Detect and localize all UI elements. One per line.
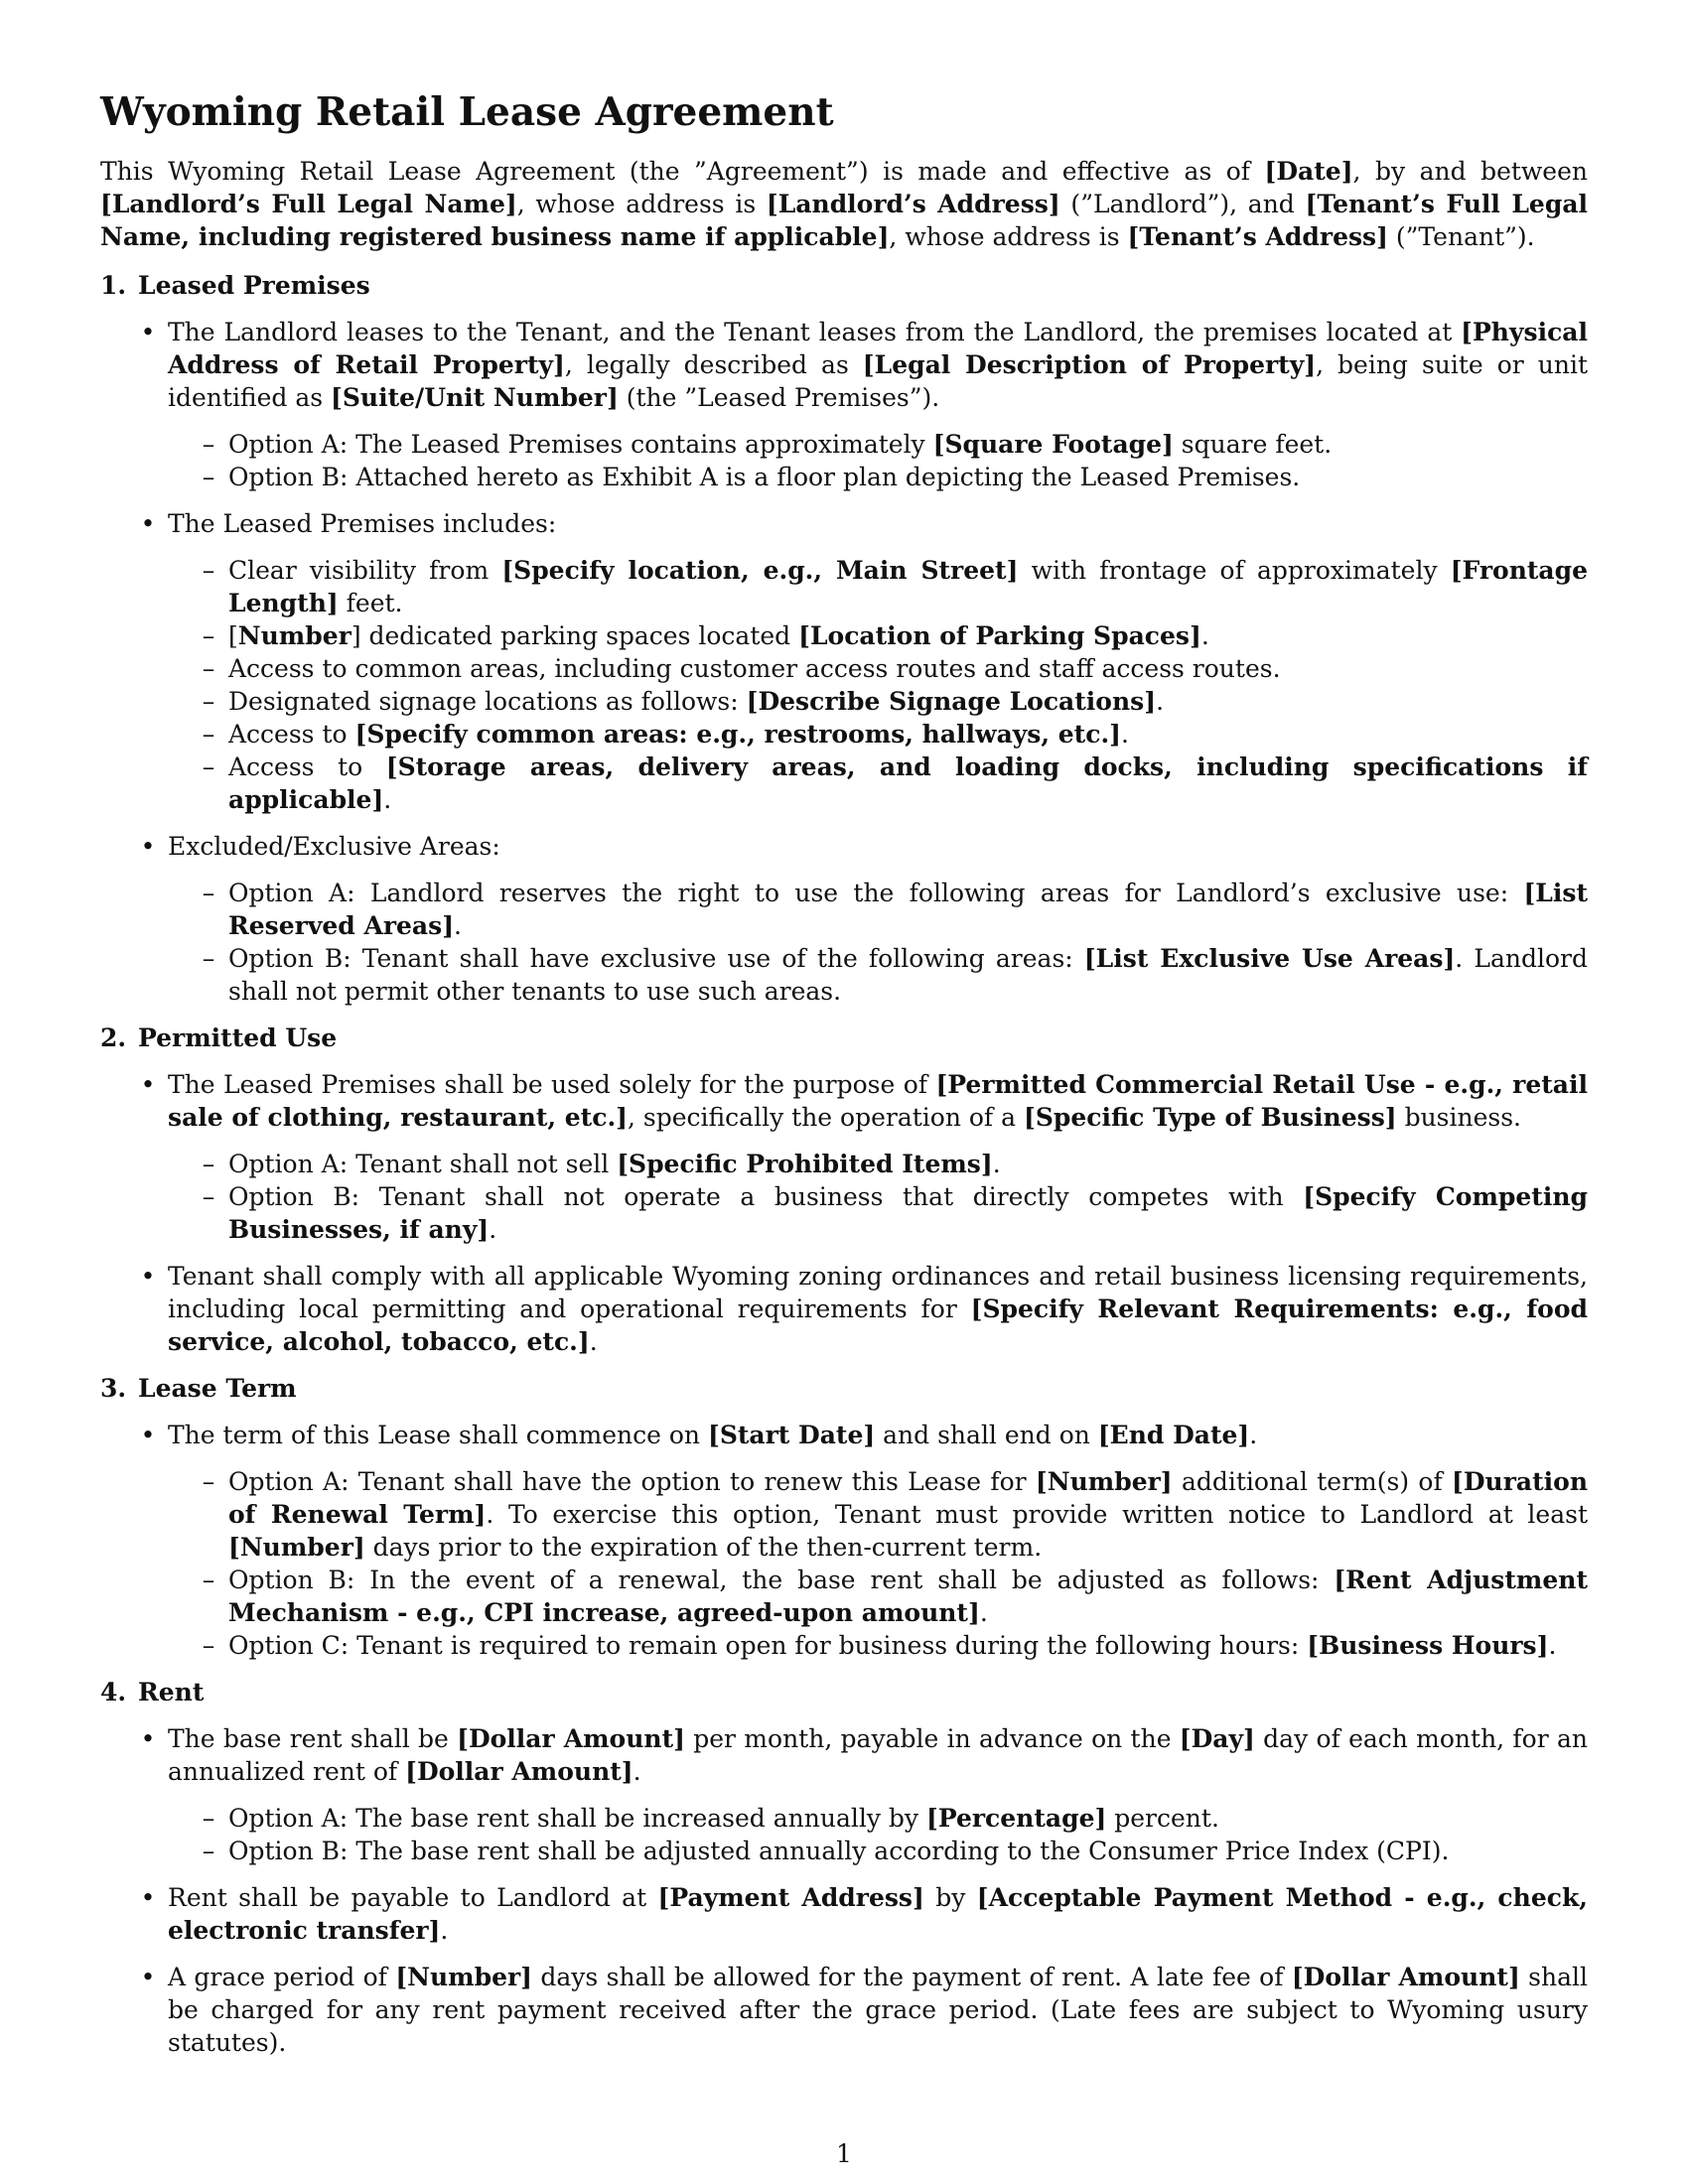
placeholder-field: [Specify common areas: e.g., restrooms, hallways, etc.] xyxy=(354,720,1121,749)
section-list xyxy=(100,1068,1588,1358)
text-run: percent. xyxy=(1106,1804,1219,1833)
list-item xyxy=(100,316,1588,493)
dash-icon: – xyxy=(202,1837,215,1865)
placeholder-field: [Tenant’s Address] xyxy=(1127,222,1388,251)
text-run: Option B: In the event of a renewal, the base rent shall be adjusted as follows: xyxy=(228,1566,1335,1594)
placeholder-field: [Dollar Amount] xyxy=(405,1757,633,1786)
dash-icon: – xyxy=(202,654,215,683)
sub-list-item-text xyxy=(228,1150,1001,1178)
section-number: 2. xyxy=(100,1024,127,1052)
dash-icon: – xyxy=(202,879,215,907)
text-run: . xyxy=(1200,621,1209,650)
placeholder-field: [Acceptable Payment Method - e.g., check, electronic transfer] xyxy=(168,1883,1588,1945)
placeholder-field: [Specific Type of Business] xyxy=(1023,1103,1397,1132)
dash-icon: – xyxy=(202,720,215,749)
dash-icon: – xyxy=(202,1150,215,1178)
sub-list-item xyxy=(168,751,1588,816)
sub-list-item xyxy=(168,652,1588,685)
text-run: Option A: Landlord reserves the right to use the following areas for Landlord’s exclusive use: xyxy=(228,879,1524,907)
section-list xyxy=(100,1419,1588,1662)
list-item-text xyxy=(168,1963,1588,2057)
placeholder-field: [Start Date] xyxy=(707,1421,876,1449)
section-number: 4. xyxy=(100,1678,127,1706)
bullet-icon: • xyxy=(140,1724,156,1753)
text-run: , whose address is xyxy=(889,222,1128,251)
placeholder-field: [End Date] xyxy=(1097,1421,1250,1449)
placeholder-field: [Business Hours] xyxy=(1307,1631,1549,1660)
text-run: Option A: The Leased Premises contains approximately xyxy=(228,430,933,459)
placeholder-field: [Legal Description of Property] xyxy=(862,350,1317,379)
placeholder-field: [Payment Address] xyxy=(657,1883,924,1912)
list-item-text xyxy=(168,1262,1588,1356)
dash-icon: – xyxy=(202,1631,215,1660)
text-run: days prior to the expiration of the then-current term. xyxy=(364,1533,1043,1562)
text-run: Access to xyxy=(228,720,355,749)
list-item xyxy=(100,1722,1588,1867)
sub-list-item xyxy=(168,1148,1588,1180)
placeholder-field: [Dollar Amount] xyxy=(457,1724,685,1753)
text-run: with frontage of approximately xyxy=(1018,556,1451,585)
placeholder-field: [Specify Competing Businesses, if any] xyxy=(228,1182,1588,1244)
placeholder-field: [Rent Adjustment Mechanism - e.g., CPI increase, agreed-upon amount] xyxy=(228,1566,1588,1627)
text-run: Option A: Tenant shall not sell xyxy=(228,1150,618,1178)
text-run: . To exercise this option, Tenant must provide written notice to Landlord at least xyxy=(486,1500,1588,1529)
dash-icon: – xyxy=(202,944,215,973)
placeholder-field: [Frontage Length] xyxy=(228,556,1589,617)
document-page xyxy=(100,87,1588,2073)
text-run: . xyxy=(1249,1421,1258,1449)
sub-list xyxy=(168,1465,1588,1662)
text-run: . Landlord shall not permit other tenants to use such areas. xyxy=(228,944,1588,1006)
text-run: Option A: Tenant shall have the option to renew this Lease for xyxy=(228,1467,1036,1496)
bullet-icon: • xyxy=(140,1963,156,1991)
placeholder-field: [Day] xyxy=(1179,1724,1255,1753)
placeholder-field: [Location of Parking Spaces] xyxy=(798,621,1201,650)
dash-icon: – xyxy=(202,463,215,491)
text-run: , by and between xyxy=(1352,157,1589,186)
section-title: Leased Premises xyxy=(138,271,370,300)
text-run: . xyxy=(454,911,462,940)
text-run: Tenant shall comply with all applicable Wyoming zoning ordinances and retail business licensing requirements, including local permitting and operational requirements for xyxy=(168,1262,1588,1323)
text-run: . xyxy=(383,785,392,814)
sub-list-item-text xyxy=(228,1182,1588,1244)
dash-icon: – xyxy=(202,1566,215,1594)
text-run: . xyxy=(1156,687,1165,716)
text-run: , whose address is xyxy=(516,190,767,218)
section-number: 1. xyxy=(100,271,127,300)
text-run: . xyxy=(979,1598,988,1627)
placeholder-field: [Number] xyxy=(395,1963,533,1991)
list-item xyxy=(100,830,1588,1008)
placeholder-field: [List Exclusive Use Areas] xyxy=(1083,944,1456,973)
sub-list-item xyxy=(168,1180,1588,1246)
text-run: Access to xyxy=(228,752,386,781)
text-run: . xyxy=(992,1150,1001,1178)
text-run: , legally described as xyxy=(564,350,863,379)
text-run: . xyxy=(440,1916,449,1945)
section-heading xyxy=(100,1676,1588,1708)
sub-list-item-text xyxy=(228,944,1588,1006)
sub-list-item xyxy=(168,718,1588,751)
text-run: Option C: Tenant is required to remain open for business during the following hours: xyxy=(228,1631,1308,1660)
text-run: (”Landlord”), and xyxy=(1059,190,1306,218)
dash-icon: – xyxy=(202,1467,215,1496)
sub-list-item-text xyxy=(228,556,1588,617)
sub-list-item xyxy=(168,461,1588,493)
text-run: Clear visibility from xyxy=(228,556,502,585)
sub-list-item xyxy=(168,1802,1588,1835)
text-run: square feet. xyxy=(1173,430,1333,459)
sub-list-item-text xyxy=(228,1631,1556,1660)
sub-list-item-text xyxy=(228,687,1164,716)
section-number: 3. xyxy=(100,1374,127,1403)
sub-list-item xyxy=(168,1564,1588,1629)
text-run: Option B: Tenant shall not operate a business that directly competes with xyxy=(228,1182,1304,1211)
sub-list-item-text xyxy=(228,621,1209,650)
text-run: . xyxy=(589,1327,598,1356)
section-list xyxy=(100,1722,1588,2059)
placeholder-field: [Dollar Amount] xyxy=(1291,1963,1520,1991)
list-item xyxy=(100,507,1588,816)
sub-list-item xyxy=(168,1835,1588,1867)
bullet-icon: • xyxy=(140,1421,156,1449)
text-run: feet. xyxy=(338,589,403,617)
sub-list-item-text xyxy=(228,752,1588,814)
dash-icon: – xyxy=(202,752,215,781)
placeholder-field: [Specify location, e.g., Main Street] xyxy=(501,556,1019,585)
placeholder-field: [Describe Signage Locations] xyxy=(746,687,1157,716)
text-run: . xyxy=(1121,720,1129,749)
dash-icon: – xyxy=(202,621,215,650)
section-list xyxy=(100,316,1588,1008)
text-run: day of each month, for an annualized rent of xyxy=(168,1724,1588,1786)
placeholder-field: [Percentage] xyxy=(926,1804,1107,1833)
text-run: shall be charged for any rent payment received after the grace period. (Late fees are subject to Wyoming usury statutes). xyxy=(168,1963,1588,2057)
text-run: Designated signage locations as follows: xyxy=(228,687,747,716)
dash-icon: – xyxy=(202,687,215,716)
text-run: This Wyoming Retail Lease Agreement (the ”Agreement”) is made and effective as of xyxy=(100,157,1265,186)
section-title: Rent xyxy=(138,1678,205,1706)
bullet-icon: • xyxy=(140,1883,156,1912)
text-run: The Leased Premises includes: xyxy=(168,509,557,538)
dash-icon: – xyxy=(202,556,215,585)
sub-list-item-text xyxy=(228,463,1300,491)
text-run: The term of this Lease shall commence on xyxy=(168,1421,708,1449)
sub-list-item-text xyxy=(228,430,1332,459)
placeholder-field: Number xyxy=(237,621,352,650)
sub-list-item xyxy=(168,619,1588,652)
text-run: Option B: Attached hereto as Exhibit A is a floor plan depicting the Leased Premises. xyxy=(228,463,1301,491)
text-run: . xyxy=(489,1215,497,1244)
dash-icon: – xyxy=(202,1182,215,1211)
bullet-icon: • xyxy=(140,1070,156,1099)
sub-list-item-text xyxy=(228,720,1129,749)
intro-paragraph xyxy=(100,155,1588,253)
placeholder-field: [Storage areas, delivery areas, and loading docks, including specifications if applicable] xyxy=(228,752,1588,814)
sub-list-item-text xyxy=(228,1837,1449,1865)
section-heading xyxy=(100,1022,1588,1054)
text-run: . xyxy=(633,1757,641,1786)
list-item-text xyxy=(168,1421,1257,1449)
text-run: (the ”Leased Premises”). xyxy=(618,383,940,412)
placeholder-field: [Duration of Renewal Term] xyxy=(228,1467,1588,1529)
text-run: . xyxy=(1548,1631,1557,1660)
text-run: per month, payable in advance on the xyxy=(684,1724,1180,1753)
section-heading xyxy=(100,269,1588,302)
sub-list-item-text xyxy=(228,654,1281,683)
text-run: by xyxy=(923,1883,977,1912)
text-run: Option A: The base rent shall be increased annually by xyxy=(228,1804,926,1833)
placeholder-field: [Specify Relevant Requirements: e.g., food service, alcohol, tobacco, etc.] xyxy=(168,1295,1589,1356)
bullet-icon: • xyxy=(140,318,156,346)
text-run: (”Tenant”). xyxy=(1387,222,1535,251)
sub-list xyxy=(168,428,1588,493)
sub-list-item-text xyxy=(228,879,1588,940)
bullet-icon: • xyxy=(140,509,156,538)
placeholder-field: [Number] xyxy=(1035,1467,1173,1496)
list-item xyxy=(100,1961,1588,2059)
sub-list-item xyxy=(168,877,1588,942)
text-run: additional term(s) of xyxy=(1172,1467,1453,1496)
bullet-icon: • xyxy=(140,1262,156,1291)
sub-list-item-text xyxy=(228,1467,1588,1562)
text-run: The Landlord leases to the Tenant, and the Tenant leases from the Landlord, the premises located at xyxy=(168,318,1462,346)
list-item xyxy=(100,1419,1588,1662)
list-item-text xyxy=(168,318,1588,412)
section-title: Permitted Use xyxy=(138,1024,338,1052)
sub-list xyxy=(168,877,1588,1008)
sub-list xyxy=(168,1802,1588,1867)
text-run: The base rent shall be xyxy=(168,1724,458,1753)
text-run: Rent shall be payable to Landlord at xyxy=(168,1883,658,1912)
placeholder-field: [Tenant’s Full Legal Name, including registered business name if applicable] xyxy=(100,190,1589,251)
placeholder-field: [Square Footage] xyxy=(932,430,1174,459)
dash-icon: – xyxy=(202,1804,215,1833)
text-run: Option B: The base rent shall be adjusted annually according to the Consumer Price Index (CPI). xyxy=(228,1837,1450,1865)
list-item-text xyxy=(168,832,500,861)
placeholder-field: [Date] xyxy=(1264,157,1353,186)
text-run: , being suite or unit identified as xyxy=(168,350,1588,412)
list-item-text xyxy=(168,1724,1588,1786)
sub-list-item-text xyxy=(228,1804,1219,1833)
placeholder-field: [List Reserved Areas] xyxy=(228,879,1588,940)
sub-list-item xyxy=(168,685,1588,718)
sub-list-item xyxy=(168,1629,1588,1662)
list-item xyxy=(100,1260,1588,1358)
placeholder-field: [Landlord’s Address] xyxy=(766,190,1060,218)
sub-list-item xyxy=(168,554,1588,619)
bullet-icon: • xyxy=(140,832,156,861)
sub-list-item xyxy=(168,942,1588,1008)
list-item-text xyxy=(168,1070,1588,1132)
list-item xyxy=(100,1881,1588,1947)
text-run: days shall be allowed for the payment of rent. A late fee of xyxy=(532,1963,1292,1991)
list-item-text xyxy=(168,1883,1588,1945)
section-title: Lease Term xyxy=(138,1374,297,1403)
text-run: [ xyxy=(228,621,238,650)
text-run: Excluded/Exclusive Areas: xyxy=(168,832,500,861)
text-run: ] dedicated parking spaces located xyxy=(351,621,799,650)
sub-list-item xyxy=(168,428,1588,461)
text-run: and shall end on xyxy=(875,1421,1098,1449)
placeholder-field: [Permitted Commercial Retail Use - e.g., retail sale of clothing, restaurant, etc.] xyxy=(168,1070,1588,1132)
text-run: A grace period of xyxy=(168,1963,396,1991)
list-item-text xyxy=(168,509,556,538)
text-run: Access to common areas, including customer access routes and staff access routes. xyxy=(228,654,1281,683)
section-heading xyxy=(100,1372,1588,1405)
sub-list-item-text xyxy=(228,1566,1588,1627)
document-title: Wyoming Retail Lease Agreement xyxy=(100,89,834,135)
placeholder-field: [Specific Prohibited Items] xyxy=(617,1150,993,1178)
placeholder-field: [Landlord’s Full Legal Name] xyxy=(100,190,517,218)
dash-icon: – xyxy=(202,430,215,459)
sections-container xyxy=(100,269,1588,2059)
list-item xyxy=(100,1068,1588,1246)
text-run: , specifically the operation of a xyxy=(627,1103,1024,1132)
text-run: The Leased Premises shall be used solely for the purpose of xyxy=(168,1070,936,1099)
placeholder-field: [Number] xyxy=(228,1533,365,1562)
sub-list-item xyxy=(168,1465,1588,1564)
sub-list xyxy=(168,1148,1588,1246)
page-number: 1 xyxy=(836,2139,852,2168)
text-run: business. xyxy=(1396,1103,1522,1132)
placeholder-field: [Suite/Unit Number] xyxy=(331,383,619,412)
placeholder-field: [Physical Address of Retail Property] xyxy=(168,318,1588,379)
text-run: Option B: Tenant shall have exclusive use of the following areas: xyxy=(228,944,1084,973)
sub-list xyxy=(168,554,1588,816)
